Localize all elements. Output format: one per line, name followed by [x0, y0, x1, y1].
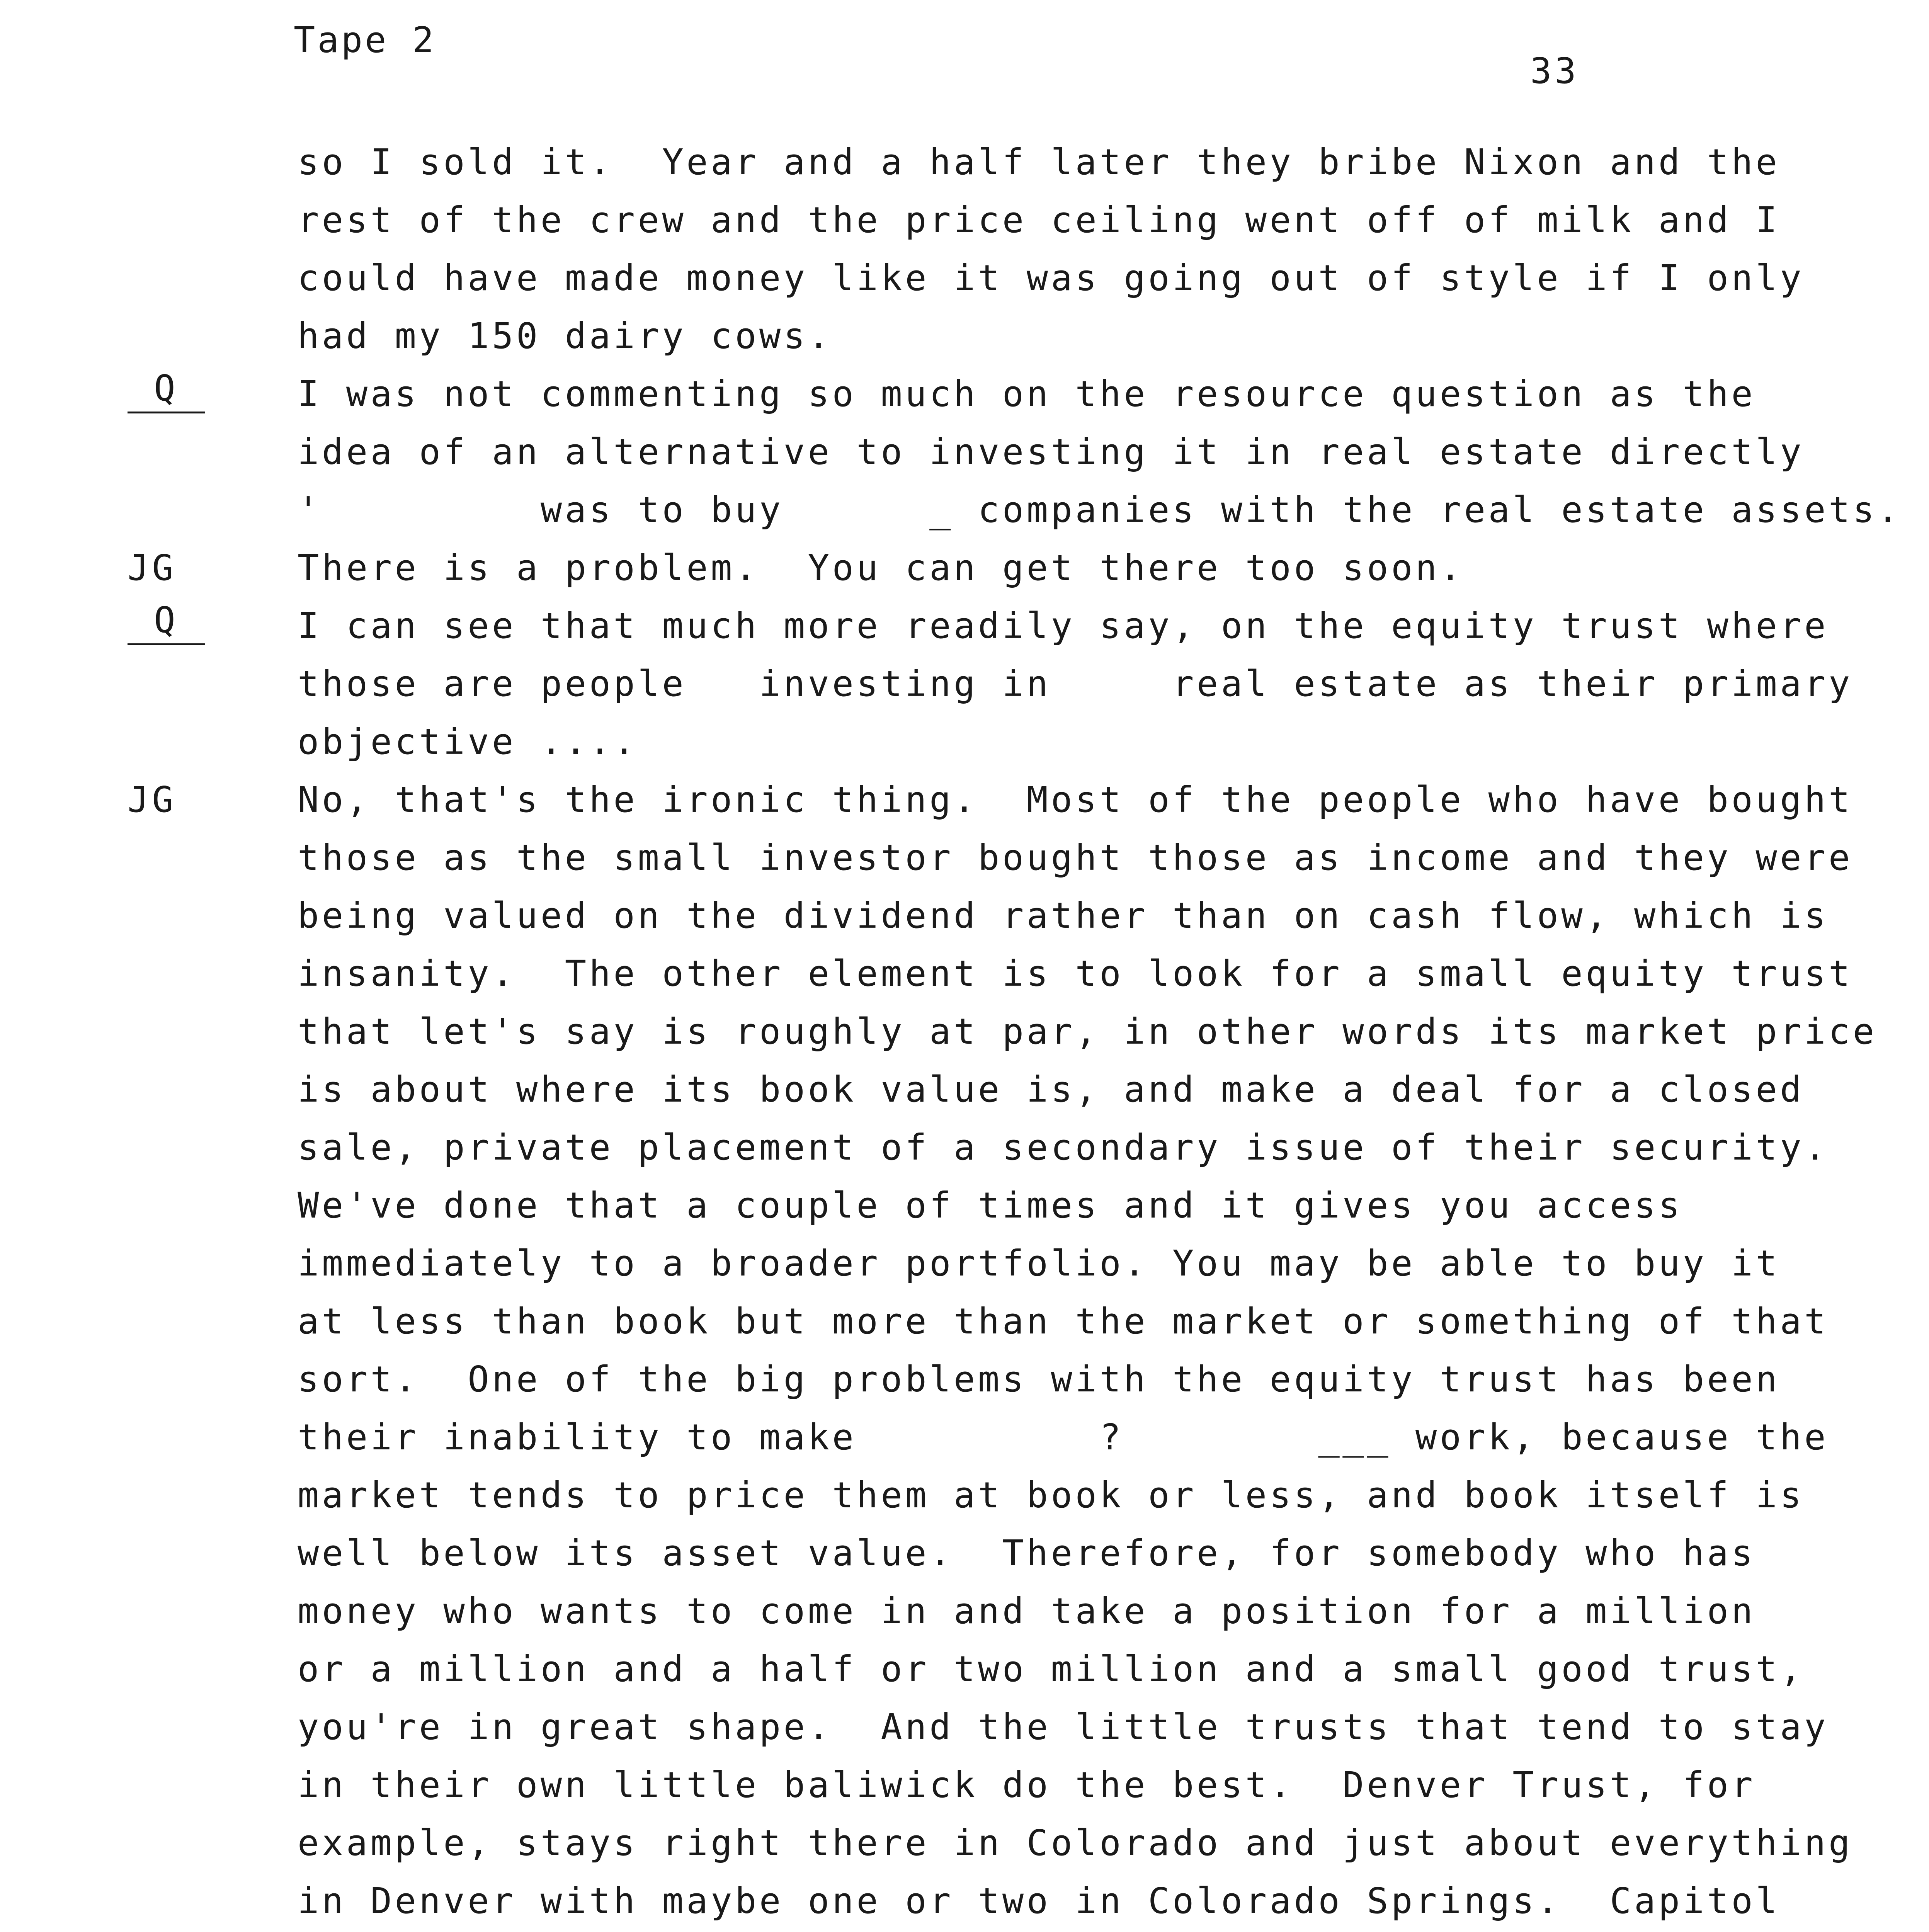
text-line: had my 150 dairy cows.	[298, 315, 832, 357]
text-line: well below its asset value. Therefore, for somebody who has	[298, 1532, 1756, 1574]
text-line: in Denver with maybe one or two in Colorado Springs. Capitol	[298, 1880, 1780, 1922]
speaker-label: Q	[128, 365, 205, 413]
transcript-turn	[0, 133, 1929, 365]
text-line: insanity. The other element is to look for a small equity trust	[298, 953, 1853, 994]
text-line: that let's say is roughly at par, in other words its market price	[298, 1011, 1877, 1052]
text-line: those as the small investor bought those as income and they were	[298, 837, 1853, 878]
turn-text	[298, 771, 1877, 1932]
text-line: No, that's the ironic thing. Most of the people who have bought	[298, 779, 1853, 820]
transcript-body	[0, 133, 1929, 1932]
turn-text	[298, 539, 1843, 597]
text-line: their inability to make ? ___ work, because the	[298, 1417, 1829, 1458]
text-line	[298, 1930, 1843, 1932]
text-line: sale, private placement of a secondary issue of their security.	[298, 1127, 1829, 1168]
text-line: immediately to a broader portfolio. You may be able to buy it	[298, 1243, 1780, 1284]
text-line: idea of an alternative to investing it in real estate directly	[298, 431, 1805, 473]
text-line: could have made money like it was going out of style if I only	[298, 257, 1805, 299]
text-line: We've done that a couple of times and it gives you access	[298, 1185, 1683, 1226]
text-line: in their own little baliwick do the best. Denver Trust, for	[298, 1764, 1756, 1806]
text-line: sort. One of the big problems with the equity trust has been	[298, 1359, 1780, 1400]
transcript-turn	[0, 771, 1929, 1932]
text-line: money who wants to come in and take a position for a million	[298, 1590, 1756, 1632]
text-line: so I sold it. Year and a half later they bribe Nixon and the	[298, 141, 1780, 183]
text-line: ' was to buy _ companies with the real estate assets.	[298, 489, 1902, 531]
turn-text	[298, 597, 1853, 771]
text-line: rest of the crew and the price ceiling went off of milk and I	[298, 199, 1780, 241]
turn-text	[298, 133, 1843, 365]
text-line: objective ....	[298, 721, 638, 762]
speaker-label: JG	[128, 547, 177, 588]
text-line: being valued on the dividend rather than on cash flow, which is	[298, 895, 1829, 936]
text-line: at less than book but more than the market or something of that	[298, 1301, 1829, 1342]
text-line: I was not commenting so much on the resource question as the	[298, 373, 1756, 415]
text-line: market tends to price them at book or less, and book itself is	[298, 1475, 1805, 1516]
turn-text	[298, 365, 1902, 539]
text-line: or a million and a half or two million and a small good trust,	[298, 1648, 1805, 1690]
transcript-turn	[0, 597, 1929, 771]
speaker-label: Q	[128, 597, 205, 645]
text-line: There is a problem. You can get there too soon.	[298, 547, 1464, 588]
text-line: example, stays right there in Colorado and just about everything	[298, 1822, 1853, 1864]
tape-label: Tape 2	[294, 19, 436, 61]
text-line: those are people investing in real estate as their primary	[298, 663, 1853, 704]
page-number: 33	[1530, 50, 1579, 92]
transcript-turn	[0, 539, 1929, 597]
speaker-label: JG	[128, 779, 177, 820]
transcript-turn	[0, 365, 1929, 539]
text-line: is about where its book value is, and make a deal for a closed	[298, 1069, 1805, 1110]
text-line: you're in great shape. And the little trusts that tend to stay	[298, 1706, 1829, 1748]
text-line: I can see that much more readily say, on the equity trust where	[298, 605, 1829, 646]
